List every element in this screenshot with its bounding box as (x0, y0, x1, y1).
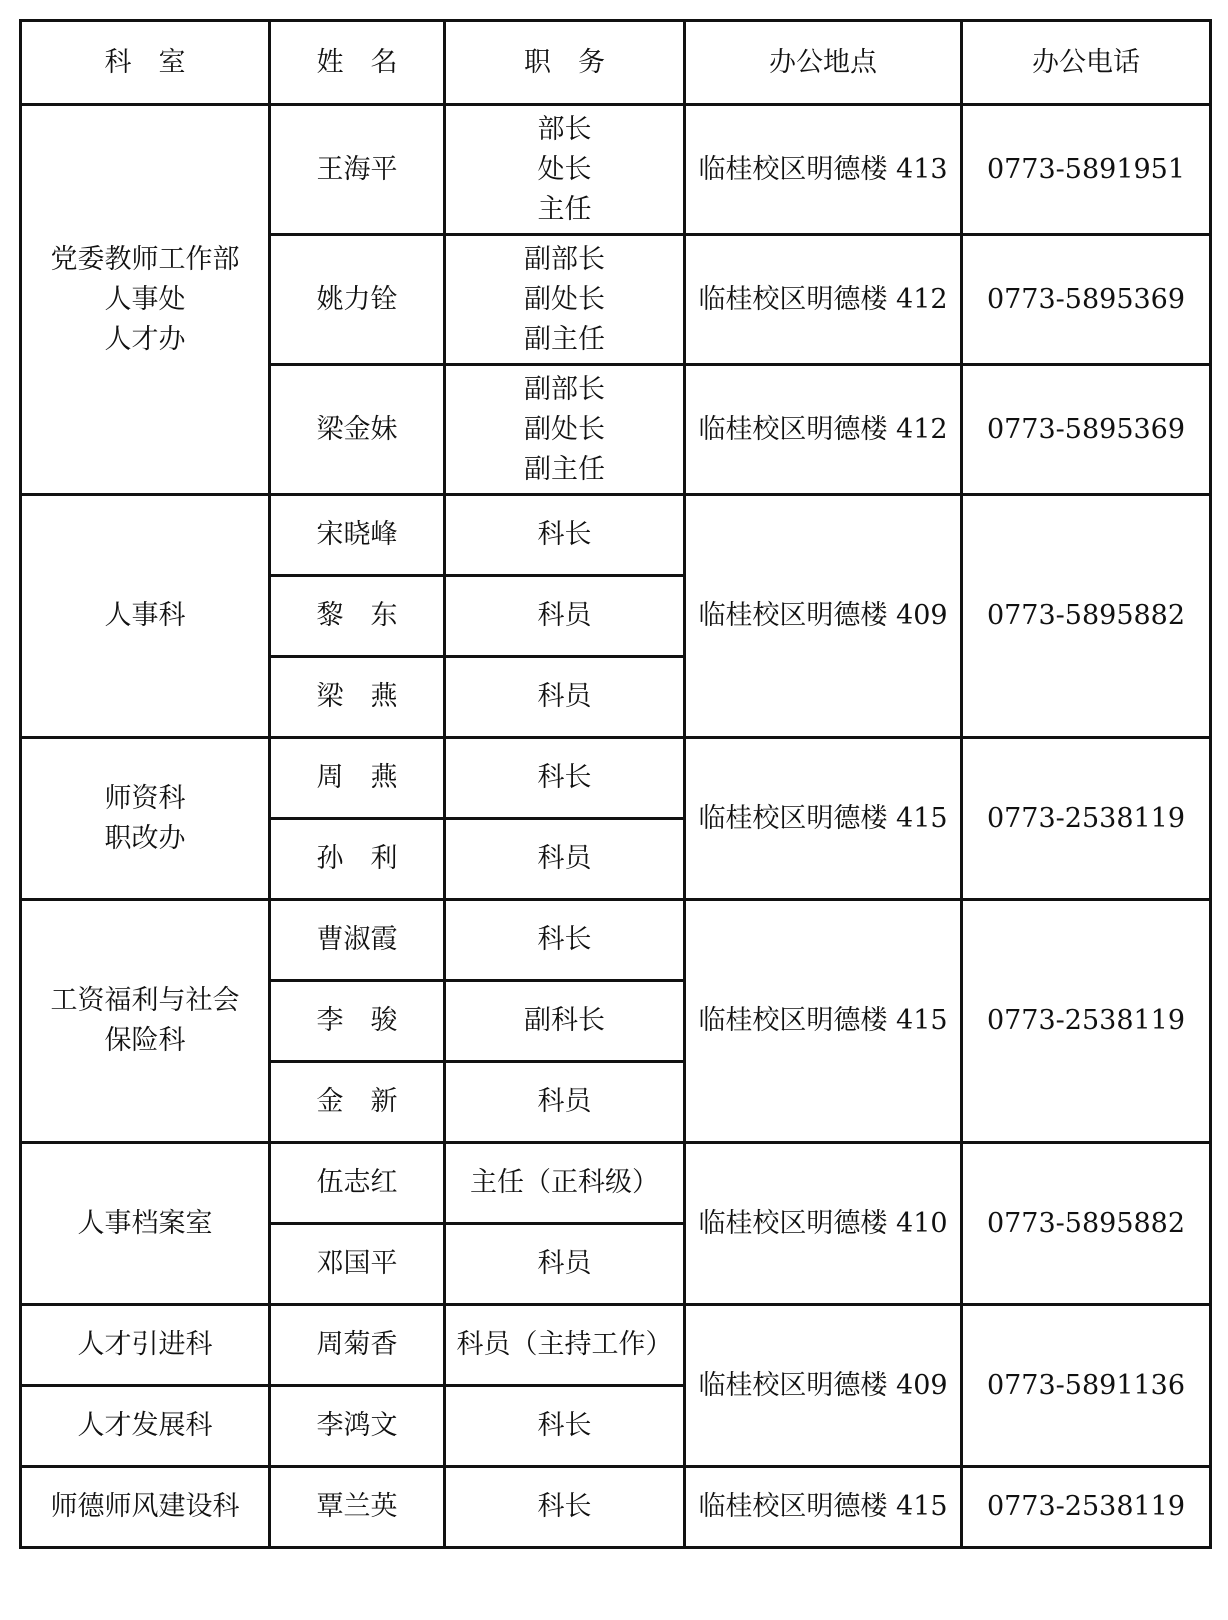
phone-cell: 0773-5895369 (962, 235, 1211, 365)
name-cell: 曹淑霞 (270, 900, 445, 981)
dept-cell: 人事档案室 (21, 1143, 270, 1305)
phone-cell: 0773-2538119 (962, 1467, 1211, 1548)
dept-cell (21, 900, 270, 1143)
header-phone: 办公电话 (962, 21, 1211, 105)
location-cell: 临桂校区明德楼 409 (685, 1305, 962, 1467)
title-cell: 科长 (445, 1467, 685, 1548)
title-cell: 科长 (445, 900, 685, 981)
title-line: 主任 (537, 193, 592, 225)
dept-cell (21, 105, 270, 495)
title-cell (445, 235, 685, 365)
title-line: 处长 (537, 153, 592, 185)
table-row (21, 1467, 1211, 1548)
name-cell: 伍志红 (270, 1143, 445, 1224)
header-name: 姓 名 (270, 21, 445, 105)
table-row (21, 1143, 1211, 1224)
title-cell: 科长 (445, 1386, 685, 1467)
location-cell: 临桂校区明德楼 415 (685, 900, 962, 1143)
phone-cell: 0773-5895882 (962, 495, 1211, 738)
title-line: 副部长 (524, 243, 605, 275)
dept-line: 人才办 (104, 323, 186, 355)
dept-cell: 师德师风建设科 (21, 1467, 270, 1548)
dept-cell: 人才发展科 (21, 1386, 270, 1467)
dept-cell: 人事科 (21, 495, 270, 738)
header-dept: 科 室 (21, 21, 270, 105)
table-row (21, 738, 1211, 819)
title-cell: 科员 (445, 576, 685, 657)
dept-line: 师资科 (104, 782, 186, 814)
staff-directory-table (19, 19, 1212, 1549)
dept-line: 人事处 (104, 283, 186, 315)
table-row (21, 1305, 1211, 1386)
title-cell: 科员（主持工作） (445, 1305, 685, 1386)
dept-cell (21, 738, 270, 900)
location-cell: 临桂校区明德楼 409 (685, 495, 962, 738)
name-cell: 周菊香 (270, 1305, 445, 1386)
dept-cell: 人才引进科 (21, 1305, 270, 1386)
name-cell: 李 骏 (270, 981, 445, 1062)
table-row (21, 495, 1211, 576)
location-cell: 临桂校区明德楼 415 (685, 1467, 962, 1548)
title-line: 副部长 (524, 373, 605, 405)
phone-cell: 0773-5895882 (962, 1143, 1211, 1305)
header-row (21, 21, 1211, 105)
name-cell: 覃兰英 (270, 1467, 445, 1548)
phone-cell: 0773-2538119 (962, 738, 1211, 900)
title-cell: 科员 (445, 657, 685, 738)
title-cell: 主任（正科级） (445, 1143, 685, 1224)
location-cell: 临桂校区明德楼 415 (685, 738, 962, 900)
title-cell: 科长 (445, 495, 685, 576)
title-cell: 副科长 (445, 981, 685, 1062)
location-cell: 临桂校区明德楼 410 (685, 1143, 962, 1305)
name-cell: 梁 燕 (270, 657, 445, 738)
title-line: 副主任 (524, 453, 605, 485)
title-cell: 科员 (445, 1224, 685, 1305)
title-line: 副主任 (524, 323, 605, 355)
name-cell: 宋晓峰 (270, 495, 445, 576)
header-location: 办公地点 (685, 21, 962, 105)
location-cell: 临桂校区明德楼 412 (685, 365, 962, 495)
title-line: 部长 (537, 113, 592, 145)
phone-cell: 0773-5891951 (962, 105, 1211, 235)
name-cell: 梁金妹 (270, 365, 445, 495)
title-line: 副处长 (524, 283, 605, 315)
name-cell: 邓国平 (270, 1224, 445, 1305)
location-cell: 临桂校区明德楼 412 (685, 235, 962, 365)
dept-line: 职改办 (104, 822, 186, 854)
phone-cell: 0773-5895369 (962, 365, 1211, 495)
name-cell: 黎 东 (270, 576, 445, 657)
title-cell: 科员 (445, 1062, 685, 1143)
title-cell (445, 105, 685, 235)
dept-line: 党委教师工作部 (50, 243, 240, 275)
name-cell: 金 新 (270, 1062, 445, 1143)
table-row (21, 900, 1211, 981)
name-cell: 王海平 (270, 105, 445, 235)
phone-cell: 0773-2538119 (962, 900, 1211, 1143)
title-line: 副处长 (524, 413, 605, 445)
title-cell: 科长 (445, 738, 685, 819)
name-cell: 李鸿文 (270, 1386, 445, 1467)
header-title: 职 务 (445, 21, 685, 105)
name-cell: 周 燕 (270, 738, 445, 819)
title-cell: 科员 (445, 819, 685, 900)
dept-line: 工资福利与社会 (50, 985, 240, 1016)
name-cell: 姚力铨 (270, 235, 445, 365)
location-cell: 临桂校区明德楼 413 (685, 105, 962, 235)
phone-cell: 0773-5891136 (962, 1305, 1211, 1467)
title-cell (445, 365, 685, 495)
dept-line: 保险科 (104, 1025, 186, 1056)
name-cell: 孙 利 (270, 819, 445, 900)
table-row (21, 105, 1211, 235)
